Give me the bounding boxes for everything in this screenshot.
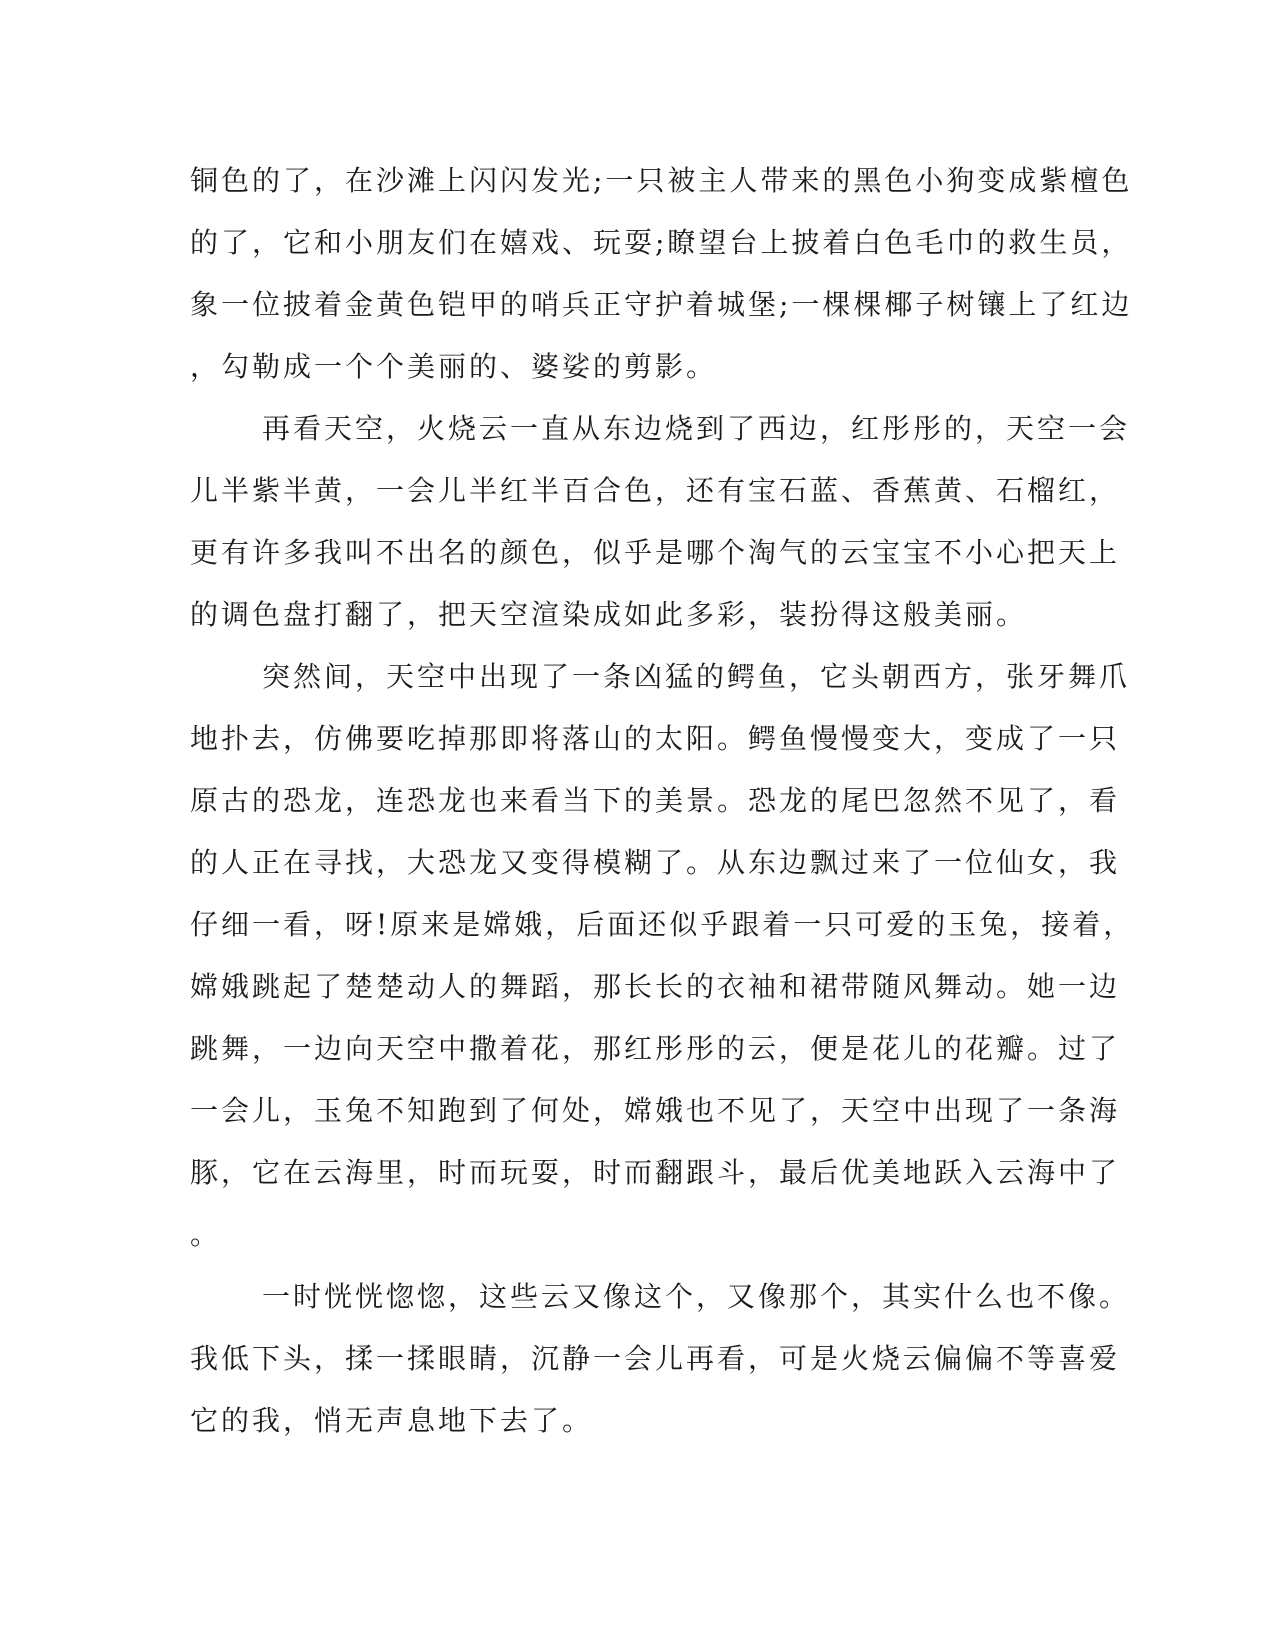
text-line: 的调色盘打翻了，把天空渲染成如此多彩，装扮得这般美丽。 <box>190 598 1028 631</box>
text-line: 我低下头，揉一揉眼睛，沉静一会儿再看，可是火烧云偏偏不等喜爱 <box>190 1342 1121 1375</box>
text-line: ，勾勒成一个个美丽的、婆娑的剪影。 <box>190 350 718 383</box>
text-line: 的人正在寻找，大恐龙又变得模糊了。从东边飘过来了一位仙女，我 <box>190 846 1121 879</box>
text-line: 嫦娥跳起了楚楚动人的舞蹈，那长长的衣袖和裙带随风舞动。她一边 <box>190 970 1121 1003</box>
text-line: 地扑去，仿佛要吃掉那即将落山的太阳。鳄鱼慢慢变大，变成了一只 <box>190 722 1121 755</box>
text-line: 象一位披着金黄色铠甲的哨兵正守护着城堡;一棵棵椰子树镶上了红边 <box>190 288 1133 321</box>
text-line: 豚，它在云海里，时而玩耍，时而翻跟斗，最后优美地跃入云海中了 <box>190 1156 1121 1189</box>
text-line: 铜色的了，在沙滩上闪闪发光;一只被主人带来的黑色小狗变成紫檀色 <box>190 164 1133 197</box>
text-line: 儿半紫半黄，一会儿半红半百合色，还有宝石蓝、香蕉黄、石榴红， <box>190 474 1121 507</box>
text-line: 的了，它和小朋友们在嬉戏、玩耍;瞭望台上披着白色毛巾的救生员， <box>190 226 1133 259</box>
text-line: 一会儿，玉兔不知跑到了何处，嫦娥也不见了，天空中出现了一条海 <box>190 1094 1121 1127</box>
text-line: 它的我，悄无声息地下去了。 <box>190 1404 594 1437</box>
paragraph-first-line: 再看天空，火烧云一直从东边烧到了西边，红彤彤的，天空一会 <box>262 412 1131 445</box>
text-line: 。 <box>190 1218 222 1251</box>
essay-body <box>190 150 1135 1452</box>
text-line: 跳舞，一边向天空中撒着花，那红彤彤的云，便是花儿的花瓣。过了 <box>190 1032 1121 1065</box>
paragraph-first-line: 一时恍恍惚惚，这些云又像这个，又像那个，其实什么也不像。 <box>262 1280 1131 1313</box>
text-line: 仔细一看，呀!原来是嫦娥，后面还似乎跟着一只可爱的玉兔，接着， <box>190 908 1135 941</box>
text-line: 更有许多我叫不出名的颜色，似乎是哪个淘气的云宝宝不小心把天上 <box>190 536 1121 569</box>
paragraph-first-line: 突然间，天空中出现了一条凶猛的鳄鱼，它头朝西方，张牙舞爪 <box>262 660 1131 693</box>
text-line: 原古的恐龙，连恐龙也来看当下的美景。恐龙的尾巴忽然不见了，看 <box>190 784 1121 817</box>
